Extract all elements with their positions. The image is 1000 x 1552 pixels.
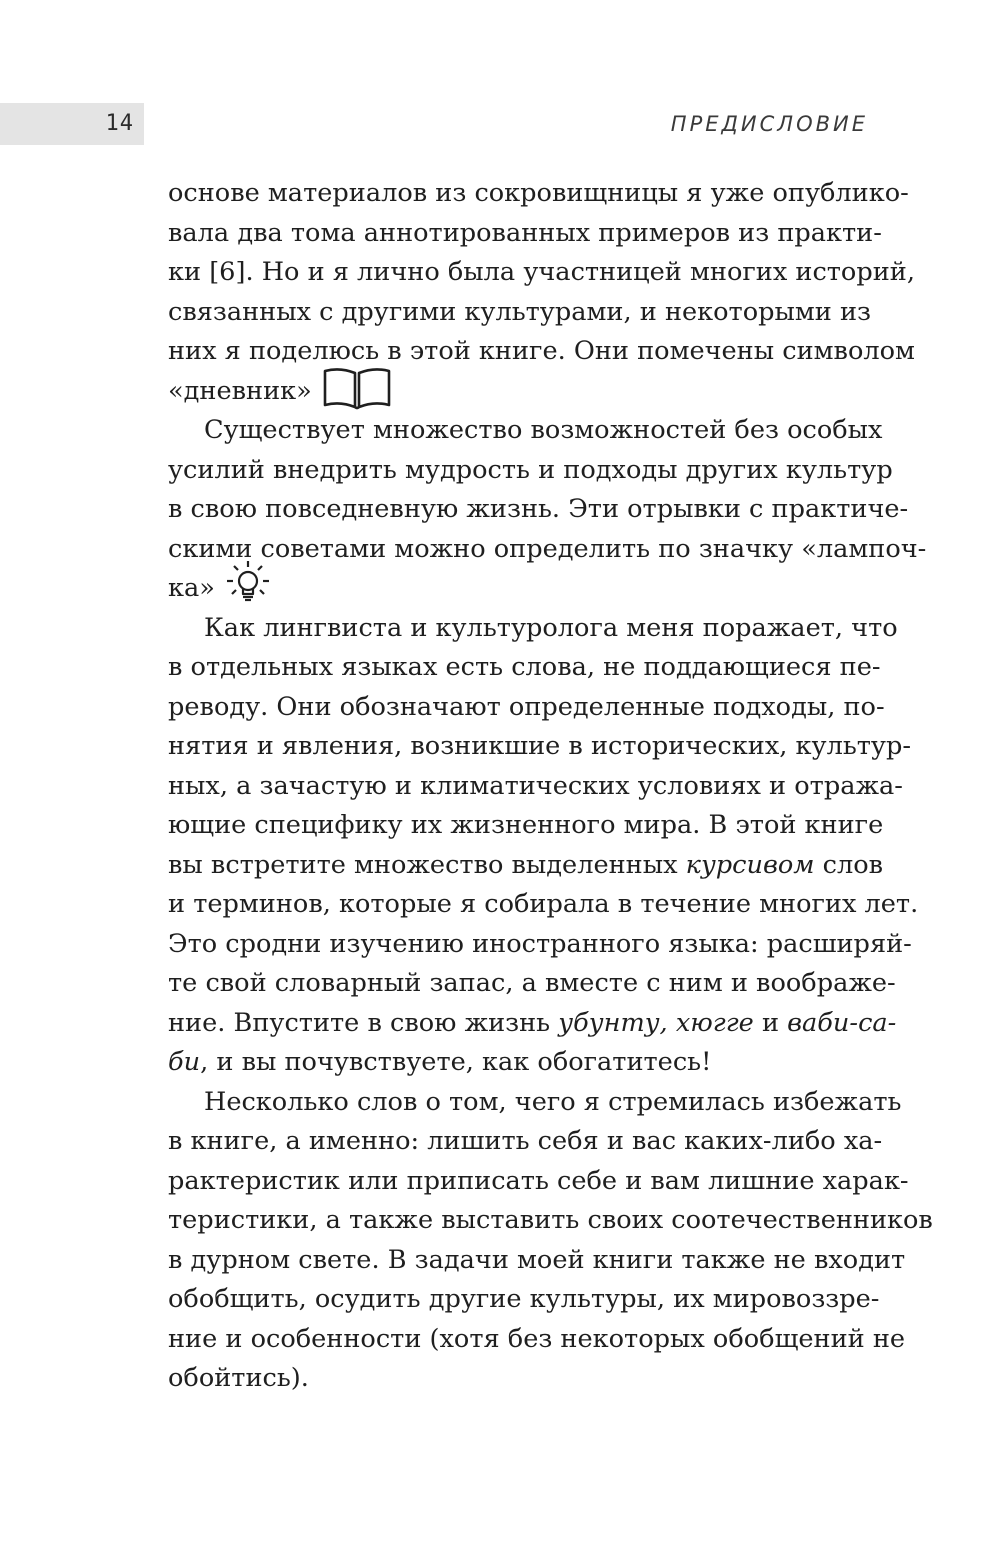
text-fragment: «дневник»: [168, 375, 312, 406]
text-line: них я поделюсь в этой книге. Они помечены символом: [168, 336, 915, 366]
lightbulb-icon: [223, 557, 273, 607]
text-line: усилий внедрить мудрость и подходы других культур: [168, 454, 893, 485]
text-line: нятия и явления, возникшие в исторических, культур-: [168, 731, 912, 761]
text-fragment: , и вы почувствуете, как обогатитесь!: [200, 1047, 712, 1077]
text-fragment: слов: [814, 849, 884, 880]
paragraph: [168, 1083, 933, 1399]
text-line: ющие специфику их жизненного мира. В этой книге: [168, 810, 884, 840]
italic-term: ваби-са-: [787, 1007, 897, 1038]
text-line: Как лингвиста и культуролога меня поражает, что: [204, 612, 898, 643]
body-text: [168, 174, 933, 1399]
text-line: ние и особенности (хотя без некоторых обобщений не: [168, 1323, 906, 1354]
italic-term: убунту, хюгге: [558, 1007, 754, 1038]
text-line: ных, а зачастую и климатических условиях и отража-: [168, 770, 903, 801]
italic-term: курсивом: [685, 849, 815, 880]
text-line: [168, 372, 868, 412]
text-line: в свою повседневную жизнь. Эти отрывки с практиче-: [168, 494, 909, 524]
text-fragment: ние. Впустите в свою жизнь: [168, 1007, 559, 1038]
text-line: обойтись).: [168, 1363, 309, 1393]
book-icon: [322, 365, 392, 411]
text-line: теристики, а также выставить своих соотечественников: [168, 1205, 933, 1235]
text-line: ки [6]. Но и я лично была участницей многих историй,: [168, 257, 915, 287]
text-line: реводу. Они обозначают определенные подходы, по-: [168, 691, 885, 722]
running-header: ПРЕДИСЛОВИЕ: [670, 112, 868, 136]
text-line: Это сродни изучению иностранного языка: расширяй-: [168, 928, 912, 959]
text-fragment: и: [753, 1007, 788, 1038]
text-line: Несколько слов о том, чего я стремилась избежать: [204, 1086, 902, 1117]
text-line: в отдельных языках есть слова, не поддающиеся пе-: [168, 652, 881, 682]
text-line: связанных с другими культурами, и некоторыми из: [168, 296, 871, 327]
paragraph: [168, 609, 919, 1083]
page-number-tab: [0, 103, 144, 145]
page-number: 14: [105, 111, 134, 136]
text-line: в дурном свете. В задачи моей книги также не входит: [168, 1244, 906, 1275]
text-line: вала два тома аннотированных примеров из практи-: [168, 217, 882, 248]
paragraph: [168, 174, 915, 411]
italic-term: би: [168, 1047, 201, 1077]
text-line: [168, 569, 868, 609]
text-line: и терминов, которые я собирала в течение многих лет.: [168, 889, 919, 919]
text-line: [168, 846, 884, 886]
text-fragment: вы встретите множество выделенных: [168, 849, 686, 880]
paragraph: [168, 411, 927, 609]
text-line: скими советами можно определить по значку «лампоч-: [168, 533, 927, 564]
text-line: [168, 1043, 868, 1083]
text-line: обобщить, осудить другие культуры, их мировоззре-: [168, 1284, 880, 1314]
text-line: в книге, а именно: лишить себя и вас каких-либо ха-: [168, 1126, 883, 1156]
text-line: Существует множество возможностей без особых: [204, 415, 883, 445]
text-line: рактеристик или приписать себе и вам лишние харак-: [168, 1165, 909, 1196]
text-line: основе материалов из сокровищницы я уже опублико-: [168, 178, 909, 208]
text-line: [168, 1004, 897, 1044]
text-fragment: ка»: [168, 573, 215, 603]
text-line: те свой словарный запас, а вместе с ним и воображе-: [168, 968, 896, 998]
